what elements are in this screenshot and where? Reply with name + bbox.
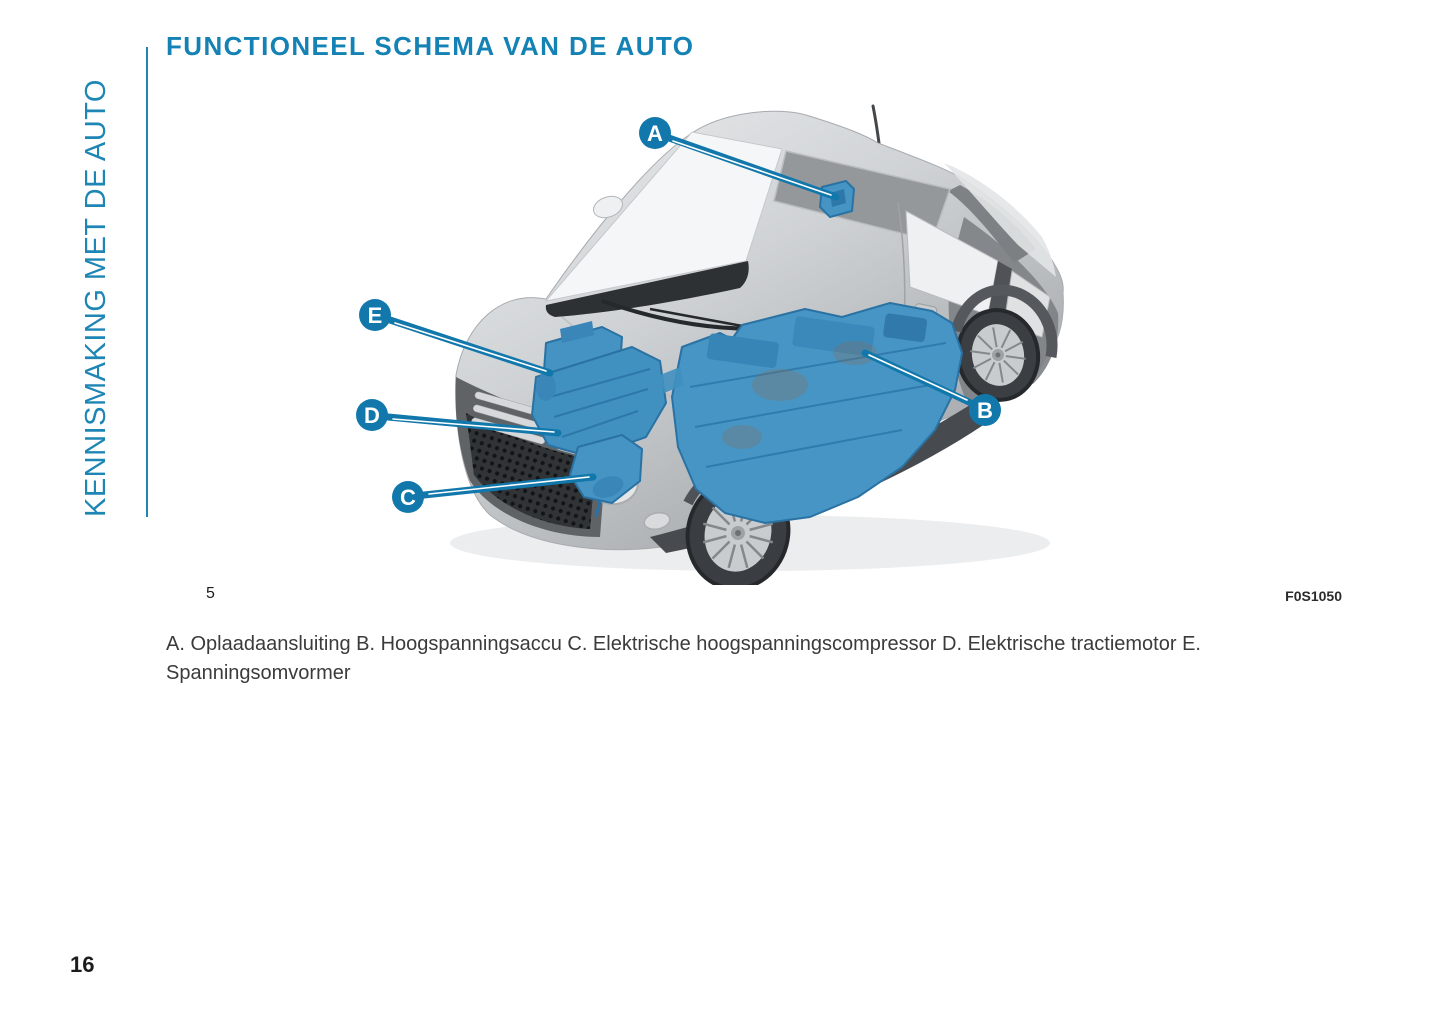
figure-image-code: F0S1050 (1285, 588, 1342, 604)
page-title: FUNCTIONEEL SCHEMA VAN DE AUTO (166, 31, 695, 61)
callout-a (639, 117, 671, 149)
callout-c (392, 481, 424, 513)
callout-c-letter: C (400, 485, 416, 510)
callout-e-letter: E (367, 303, 383, 328)
page-number: 16 (70, 952, 95, 977)
callout-d-letter: D (364, 403, 380, 428)
callout-e (359, 299, 391, 331)
figure (350, 85, 1110, 585)
battery-highlight (672, 303, 962, 523)
chapter-sidebar-label: KENNISMAKING MET DE AUTO (80, 79, 112, 517)
car-diagram (350, 85, 1110, 585)
sidebar-vertical-rule (146, 47, 148, 517)
callout-a-letter: A (647, 121, 663, 146)
callout-b-letter: B (977, 398, 993, 423)
figure-number: 5 (206, 585, 215, 602)
callout-b (969, 394, 1001, 426)
figure-caption: A. Oplaadaansluiting B. Hoogspanningsaccu C. Elektrische hoogspanningscompressor D. Elektrische tractiemotor E. Spanningsomvormer (166, 633, 1201, 684)
callout-d (356, 399, 388, 431)
